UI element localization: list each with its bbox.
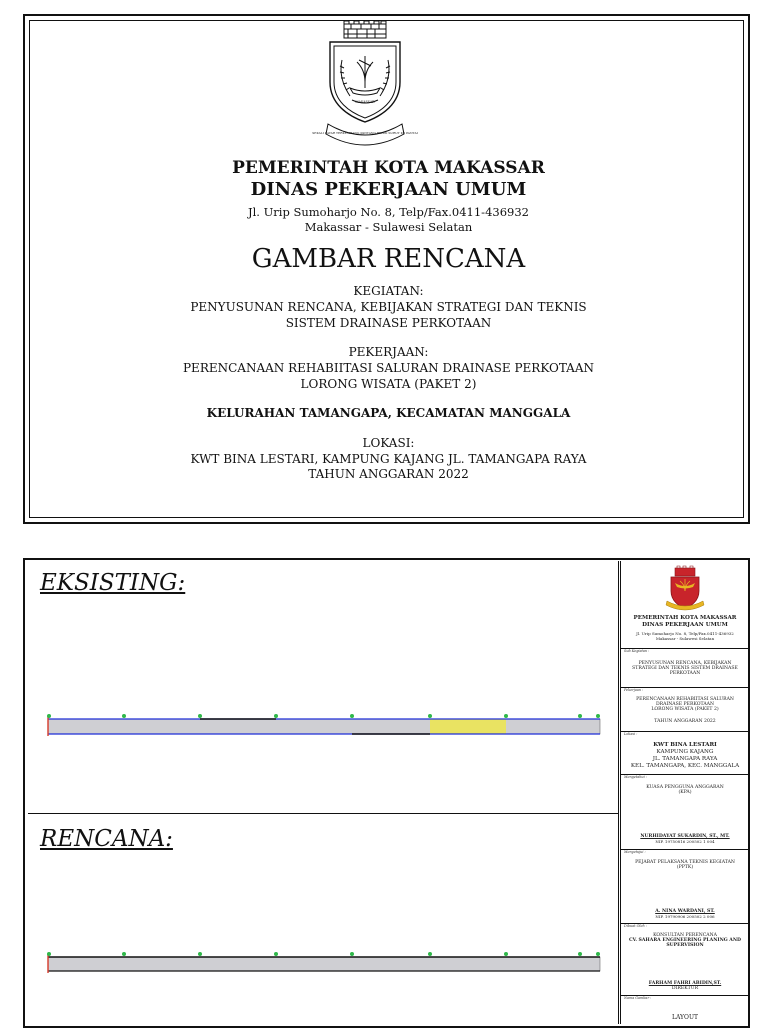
emblem-castle <box>344 24 386 38</box>
title-block-emblem <box>665 565 705 611</box>
cover-department: DINAS PEKERJAAN UMUM <box>250 179 527 200</box>
rencana-channel-plan <box>40 946 610 978</box>
tb-pptk-role2: (PPTK) <box>676 865 694 870</box>
tb-lokasi-label: Lokasi : <box>624 732 638 736</box>
emblem-ribbon-text: MAKASSAR <box>355 100 375 104</box>
tb-pekerjaan-label: Pekerjaan : <box>624 688 644 692</box>
tb-direktur-role: DIREKTUR <box>671 986 699 991</box>
tb-address-line2: Makassar - Sulawesi Selatan <box>655 636 715 641</box>
cover-lokasi-label: LOKASI: <box>362 436 415 450</box>
eksisting-highlight-segment <box>430 719 506 734</box>
section-divider <box>28 813 618 814</box>
cover-kegiatan-line1: PENYUSUNAN RENCANA, KEBIJAKAN STRATEGI DAN TEKNIS <box>190 300 587 314</box>
tb-pekerjaan-line1: PERENCANAAN REHABIITASI SALURAN <box>636 697 734 702</box>
emblem-motto-text: SEKALI LAYAR TERKEMBANG PANTANG BIDUK SURUT KE PANTAI <box>312 131 418 135</box>
makassar-emblem <box>312 20 418 150</box>
cover-pekerjaan-line1: PERENCANAAN REHABIITASI SALURAN DRAINASE PERKOTAAN <box>182 361 595 375</box>
cover-doc-title: GAMBAR RENCANA <box>251 244 526 274</box>
cover-tahun: TAHUN ANGGARAN 2022 <box>308 467 469 481</box>
rencana-station-markers <box>47 952 600 956</box>
tb-kpa-name: NURHIDAYAT SUKARDIN, ST., MT. <box>640 834 730 839</box>
tb-nama-gambar-label: Nama Gambar : <box>624 996 652 1000</box>
tb-konsultan-name1: CV. SAHARA ENGINEERING PLANING AND <box>628 938 742 943</box>
cover-kelurahan: KELURAHAN TAMANGAPA, KECAMATAN MANGGALA <box>206 406 571 420</box>
tb-nama-gambar: LAYOUT <box>671 1014 698 1021</box>
rencana-channel-body <box>48 957 600 971</box>
tb-lokasi-line3: JL. TAMANGAPA RAYA <box>652 756 718 762</box>
tb-sub-kegiatan-line2: STRATEGI DAN TEKNIS SISTEM DRAINASE <box>632 666 738 671</box>
tb-pptk-role1: PEJABAT PELAKSANA TEKNIS KEGIATAN <box>635 860 735 865</box>
tb-lokasi-line4: KEL. TAMANGAPA, KEC. MANGGALA <box>630 763 740 769</box>
eksisting-channel-plan <box>40 708 610 740</box>
tb-row-lokasi <box>621 731 749 732</box>
tb-lokasi-line1: KWT BINA LESTARI <box>653 742 717 748</box>
cover-address-line2: Makassar - Sulawesi Selatan <box>304 220 473 234</box>
emblem-ship <box>350 88 380 95</box>
tb-department: DINAS PEKERJAAN UMUM <box>642 622 728 628</box>
tb-pekerjaan-line3: LORONG WISATA (PAKET 2) <box>651 707 719 712</box>
cover-address-line1: Jl. Urip Sumoharjo No. 8, Telp/Fax.0411-436932 <box>248 205 529 219</box>
tb-dibuat-label: Dibuat Oleh : <box>624 924 647 928</box>
tb-pptk-nip: NIP. 19790906 200502 2 006 <box>655 914 715 919</box>
tb-menyetujui-label: Menyetujui : <box>624 850 646 854</box>
tb-lokasi-line2: KAMPUNG KAJANG <box>656 749 714 755</box>
tb-gov-name: PEMERINTAH KOTA MAKASSAR <box>633 615 737 621</box>
tb-direktur-name: FARHAM FAHRI ABIDIN,ST. <box>648 981 722 986</box>
cover-kegiatan-label: KEGIATAN: <box>353 284 424 298</box>
tb-tahun: TAHUN ANGGARAN 2022 <box>654 719 716 724</box>
tb-konsultan-name2: SUPERVISION <box>666 943 704 948</box>
tb-konsultan-role: KONSULTAN PERENCANA <box>653 933 717 938</box>
tb-mengetahui-label: Mengetahui : <box>624 775 647 779</box>
tb-pptk-name: A. NINA WARDANI, ST. <box>655 909 715 914</box>
cover-lokasi-line1: KWT BINA LESTARI, KAMPUNG KAJANG JL. TAMANGAPA RAYA <box>190 452 587 466</box>
tb-sub-kegiatan-label: Sub Kegiatan : <box>624 649 650 653</box>
tb-pekerjaan-line2: DRAINASE PERKOTAAN <box>655 702 715 707</box>
cover-pekerjaan-line2: LORONG WISATA (PAKET 2) <box>300 377 477 391</box>
eksisting-title: EKSISTING: <box>40 570 186 596</box>
tb-sub-kegiatan-line1: PENYUSUNAN RENCANA, KEBIJAKAN <box>638 661 732 666</box>
eksisting-station-markers <box>47 714 600 718</box>
tb-kpa-role2: (KPA) <box>678 790 692 795</box>
cover-kegiatan-line2: SISTEM DRAINASE PERKOTAAN <box>285 316 492 330</box>
tb-kpa-role1: KUASA PENGGUNA ANGGARAN <box>646 785 724 790</box>
cover-pekerjaan-label: PEKERJAAN: <box>348 345 429 359</box>
rencana-title: RENCANA: <box>40 826 173 852</box>
tb-address-line1: Jl. Urip Sumoharjo No. 8, Telp/Fax.0411-436932 <box>636 631 734 636</box>
title-block <box>620 561 749 1024</box>
tb-kpa-nip: NIP. 19750816 200502 1 004 <box>655 839 715 844</box>
eksisting-channel-body <box>48 719 600 734</box>
tb-sub-kegiatan-line3: PERKOTAAN <box>669 671 701 676</box>
cover-gov-name: PEMERINTAH KOTA MAKASSAR <box>232 158 545 178</box>
